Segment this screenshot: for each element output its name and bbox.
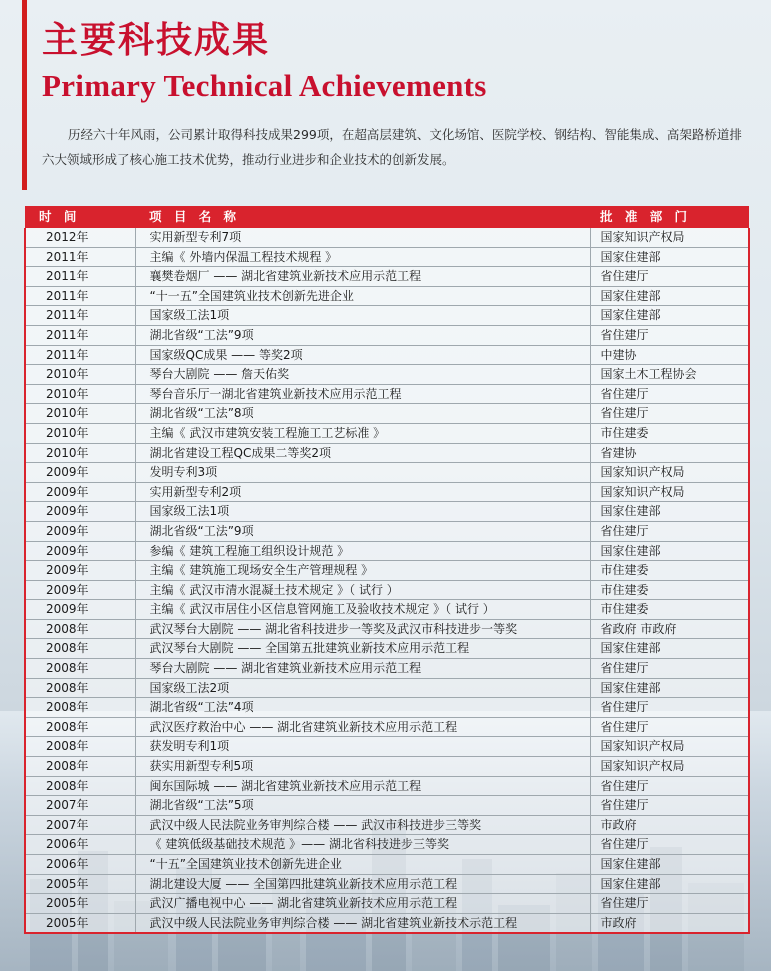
cell-department: 省住建厅 — [590, 894, 749, 914]
table-row — [25, 228, 749, 247]
cell-project: 湖北省级“工法”9项 — [135, 521, 590, 541]
column-header-project: 项 目 名 称 — [135, 206, 590, 228]
cell-project: 武汉医疗救治中心 —— 湖北省建筑业新技术应用示范工程 — [135, 717, 590, 737]
cell-project: 湖北省级“工法”4项 — [135, 698, 590, 718]
cell-department: 国家住建部 — [590, 502, 749, 522]
table-row — [25, 815, 749, 835]
cell-time: 2010年 — [25, 365, 135, 385]
cell-department: 国家住建部 — [590, 874, 749, 894]
cell-project: 武汉广播电视中心 —— 湖北省建筑业新技术应用示范工程 — [135, 894, 590, 914]
cell-department: 国家知识产权局 — [590, 737, 749, 757]
cell-department: 省住建厅 — [590, 521, 749, 541]
page-header — [42, 18, 487, 104]
cell-department: 省政府 市政府 — [590, 619, 749, 639]
table-row — [25, 855, 749, 875]
cell-project: 琴台大剧院 —— 詹天佑奖 — [135, 365, 590, 385]
table-row — [25, 306, 749, 326]
cell-department: 国家住建部 — [590, 639, 749, 659]
cell-department: 国家土木工程协会 — [590, 365, 749, 385]
cell-time: 2010年 — [25, 384, 135, 404]
column-header-time: 时 间 — [25, 206, 135, 228]
cell-department: 省住建厅 — [590, 796, 749, 816]
cell-project: 《 建筑低级基础技术规范 》—— 湖北省科技进步三等奖 — [135, 835, 590, 855]
table-row — [25, 345, 749, 365]
cell-project: 武汉琴台大剧院 —— 全国第五批建筑业新技术应用示范工程 — [135, 639, 590, 659]
table-row — [25, 913, 749, 933]
cell-time: 2008年 — [25, 639, 135, 659]
table-row — [25, 757, 749, 777]
cell-time: 2009年 — [25, 541, 135, 561]
cell-time: 2011年 — [25, 306, 135, 326]
intro-paragraph — [42, 122, 742, 172]
table-row — [25, 678, 749, 698]
cell-department: 省住建厅 — [590, 404, 749, 424]
cell-department: 国家住建部 — [590, 247, 749, 267]
cell-project: 主编《 武汉市居住小区信息管网施工及验收技术规定 》（ 试行 ） — [135, 600, 590, 620]
cell-department: 省住建厅 — [590, 325, 749, 345]
cell-time: 2009年 — [25, 502, 135, 522]
table-row — [25, 874, 749, 894]
cell-time: 2011年 — [25, 325, 135, 345]
cell-time: 2008年 — [25, 659, 135, 679]
table-row — [25, 286, 749, 306]
cell-department: 国家知识产权局 — [590, 463, 749, 483]
cell-department: 国家知识产权局 — [590, 228, 749, 247]
cell-project: 国家级工法1项 — [135, 502, 590, 522]
cell-project: “十五”全国建筑业技术创新先进企业 — [135, 855, 590, 875]
cell-time: 2011年 — [25, 247, 135, 267]
table-row — [25, 894, 749, 914]
cell-time: 2009年 — [25, 561, 135, 581]
cell-project: 国家级QC成果 —— 等奖2项 — [135, 345, 590, 365]
cell-project: 湖北省建设工程QC成果二等奖2项 — [135, 443, 590, 463]
cell-project: 实用新型专利7项 — [135, 228, 590, 247]
table-row — [25, 619, 749, 639]
cell-time: 2006年 — [25, 855, 135, 875]
table-row — [25, 541, 749, 561]
cell-time: 2010年 — [25, 423, 135, 443]
cell-project: 发明专利3项 — [135, 463, 590, 483]
cell-project: 参编《 建筑工程施工组织设计规范 》 — [135, 541, 590, 561]
cell-project: 湖北省级“工法”5项 — [135, 796, 590, 816]
cell-project: 襄樊卷烟厂 —— 湖北省建筑业新技术应用示范工程 — [135, 267, 590, 287]
cell-department: 国家住建部 — [590, 541, 749, 561]
cell-project: 主编《 武汉市建筑安装工程施工工艺标准 》 — [135, 423, 590, 443]
cell-project: “十一五”全国建筑业技术创新先进企业 — [135, 286, 590, 306]
table-row — [25, 325, 749, 345]
cell-department: 省建协 — [590, 443, 749, 463]
cell-project: 湖北建设大厦 —— 全国第四批建筑业新技术应用示范工程 — [135, 874, 590, 894]
cell-department: 国家住建部 — [590, 306, 749, 326]
accent-bar-left — [22, 0, 27, 190]
cell-project: 主编《 武汉市清水混凝土技术规定 》（ 试行 ） — [135, 580, 590, 600]
cell-project: 主编《 建筑施工现场安全生产管理规程 》 — [135, 561, 590, 581]
cell-time: 2012年 — [25, 228, 135, 247]
table-row — [25, 443, 749, 463]
cell-department: 市住建委 — [590, 580, 749, 600]
cell-time: 2007年 — [25, 815, 135, 835]
cell-time: 2005年 — [25, 874, 135, 894]
table-row — [25, 737, 749, 757]
cell-department: 省住建厅 — [590, 835, 749, 855]
cell-department: 中建协 — [590, 345, 749, 365]
cell-project: 琴台音乐厅一湖北省建筑业新技术应用示范工程 — [135, 384, 590, 404]
cell-department: 市住建委 — [590, 600, 749, 620]
cell-project: 武汉中级人民法院业务审判综合楼 —— 湖北省建筑业新技术示范工程 — [135, 913, 590, 933]
achievements-table-wrap — [24, 206, 748, 934]
cell-time: 2008年 — [25, 737, 135, 757]
table-row — [25, 267, 749, 287]
cell-department: 国家知识产权局 — [590, 757, 749, 777]
intro-line-2: 六大领域形成了核心施工技术优势，推动行业进步和企业技术的创新发展。 — [42, 152, 455, 167]
cell-department: 市住建委 — [590, 561, 749, 581]
cell-department: 省住建厅 — [590, 698, 749, 718]
cell-project: 琴台大剧院 —— 湖北省建筑业新技术应用示范工程 — [135, 659, 590, 679]
cell-department: 市政府 — [590, 815, 749, 835]
cell-project: 国家级工法1项 — [135, 306, 590, 326]
cell-department: 市住建委 — [590, 423, 749, 443]
achievements-table-body — [25, 228, 749, 933]
cell-time: 2009年 — [25, 521, 135, 541]
table-row — [25, 521, 749, 541]
page-title-en: Primary Technical Achievements — [42, 68, 487, 103]
table-row — [25, 776, 749, 796]
table-row — [25, 580, 749, 600]
table-row — [25, 482, 749, 502]
cell-project: 主编《 外墙内保温工程技术规程 》 — [135, 247, 590, 267]
cell-time: 2009年 — [25, 482, 135, 502]
table-row — [25, 384, 749, 404]
table-row — [25, 247, 749, 267]
cell-department: 省住建厅 — [590, 776, 749, 796]
table-row — [25, 659, 749, 679]
cell-time: 2007年 — [25, 796, 135, 816]
cell-time: 2006年 — [25, 835, 135, 855]
cell-department: 国家住建部 — [590, 286, 749, 306]
table-header-row — [25, 206, 749, 228]
cell-time: 2008年 — [25, 698, 135, 718]
cell-project: 国家级工法2项 — [135, 678, 590, 698]
cell-time: 2011年 — [25, 267, 135, 287]
table-row — [25, 796, 749, 816]
table-row — [25, 717, 749, 737]
cell-time: 2010年 — [25, 443, 135, 463]
cell-project: 获发明专利1项 — [135, 737, 590, 757]
cell-department: 省住建厅 — [590, 267, 749, 287]
cell-time: 2005年 — [25, 913, 135, 933]
cell-time: 2008年 — [25, 776, 135, 796]
cell-department: 省住建厅 — [590, 659, 749, 679]
cell-time: 2010年 — [25, 404, 135, 424]
cell-department: 省住建厅 — [590, 717, 749, 737]
page-title-cn: 主要科技成果 — [42, 20, 271, 61]
cell-project: 实用新型专利2项 — [135, 482, 590, 502]
column-header-department: 批 准 部 门 — [590, 206, 749, 228]
table-row — [25, 698, 749, 718]
table-row — [25, 600, 749, 620]
cell-time: 2005年 — [25, 894, 135, 914]
table-row — [25, 835, 749, 855]
cell-time: 2011年 — [25, 286, 135, 306]
cell-department: 国家住建部 — [590, 678, 749, 698]
cell-project: 闽东国际城 —— 湖北省建筑业新技术应用示范工程 — [135, 776, 590, 796]
cell-time: 2008年 — [25, 757, 135, 777]
table-row — [25, 365, 749, 385]
table-row — [25, 463, 749, 483]
cell-time: 2011年 — [25, 345, 135, 365]
cell-project: 武汉中级人民法院业务审判综合楼 —— 武汉市科技进步三等奖 — [135, 815, 590, 835]
cell-department: 市政府 — [590, 913, 749, 933]
cell-department: 省住建厅 — [590, 384, 749, 404]
cell-time: 2009年 — [25, 600, 135, 620]
cell-department: 国家知识产权局 — [590, 482, 749, 502]
table-row — [25, 423, 749, 443]
achievements-table — [24, 206, 750, 934]
table-row — [25, 639, 749, 659]
intro-line-1: 历经六十年风雨，公司累计取得科技成果299项，在超高层建筑、文化场馆、医院学校、钢结构、智能集成、高架路桥道排 — [68, 127, 742, 142]
cell-project: 获实用新型专利5项 — [135, 757, 590, 777]
cell-time: 2009年 — [25, 580, 135, 600]
table-row — [25, 404, 749, 424]
cell-project: 湖北省级“工法”8项 — [135, 404, 590, 424]
cell-time: 2008年 — [25, 619, 135, 639]
cell-project: 武汉琴台大剧院 —— 湖北省科技进步一等奖及武汉市科技进步一等奖 — [135, 619, 590, 639]
cell-time: 2008年 — [25, 717, 135, 737]
cell-department: 国家住建部 — [590, 855, 749, 875]
cell-time: 2008年 — [25, 678, 135, 698]
cell-time: 2009年 — [25, 463, 135, 483]
table-row — [25, 561, 749, 581]
cell-project: 湖北省级“工法”9项 — [135, 325, 590, 345]
table-row — [25, 502, 749, 522]
